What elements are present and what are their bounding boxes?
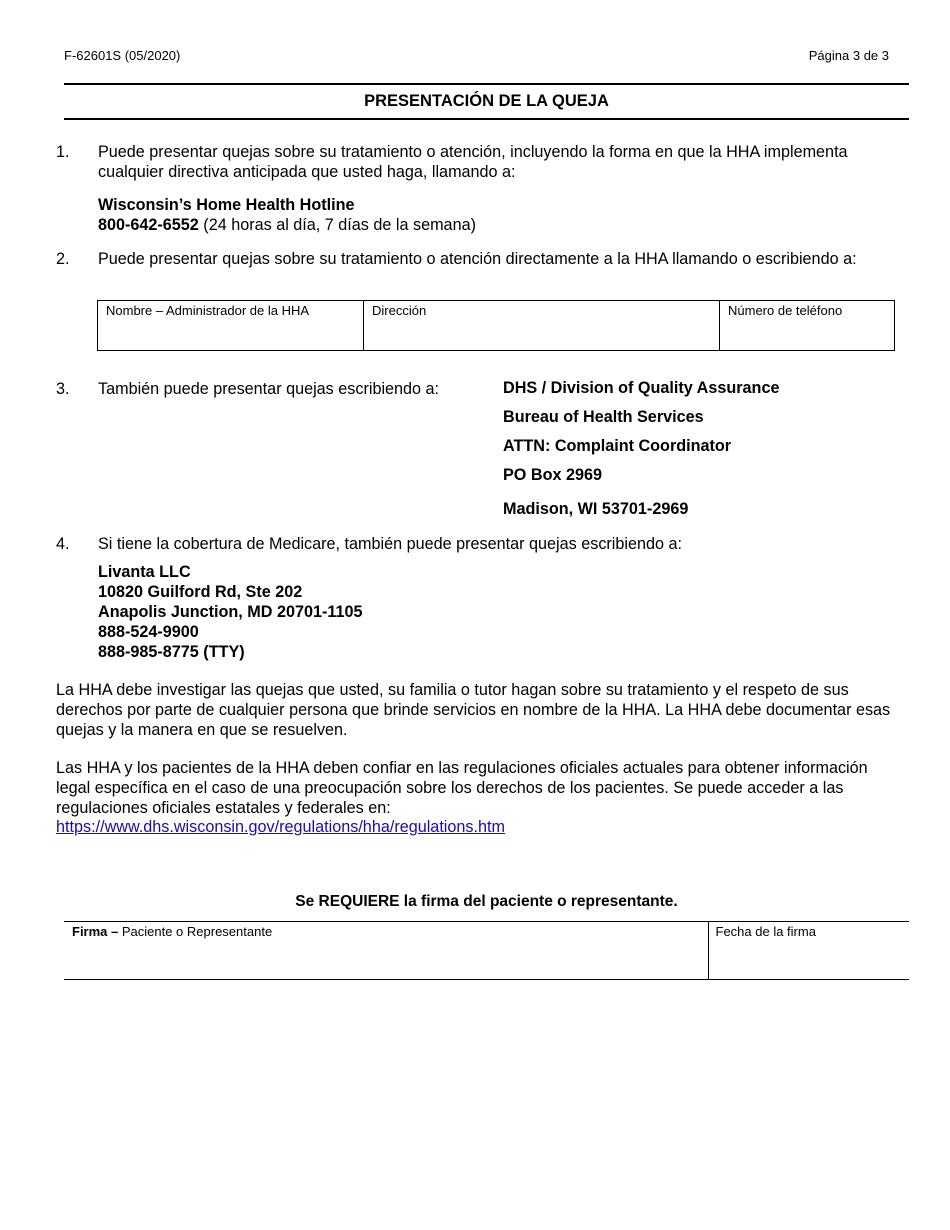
signature-label: Paciente o Representante — [121, 924, 273, 939]
livanta-address-line: 888-524-9900 — [98, 623, 199, 641]
title-top-rule — [64, 83, 909, 85]
page-title: PRESENTACIÓN DE LA QUEJA — [364, 92, 609, 110]
item-4-number: 4. — [56, 535, 70, 553]
dhs-address-line: Madison, WI 53701-2969 — [503, 500, 689, 518]
hha-address-field[interactable] — [364, 301, 720, 351]
signature-date-field[interactable] — [708, 922, 909, 980]
regulations-paragraph: Las HHA y los pacientes de la HHA deben confiar en las regulaciones oficiales actuales para obtener información legal específica en el caso de una preocupación sobre los derechos de los pacientes. Se puede acceder a las regulaciones oficiales estatales y federales en: — [56, 759, 868, 817]
hha-phone-field[interactable] — [720, 301, 895, 351]
hotline-name: Wisconsin’s Home Health Hotline — [98, 196, 355, 214]
item-3-text: También puede presentar quejas escribiendo a: — [98, 380, 440, 398]
signature-table — [64, 921, 909, 980]
dhs-address-line: PO Box 2969 — [503, 466, 602, 484]
livanta-address-line: Livanta LLC — [98, 563, 191, 581]
regulations-link-wrap — [56, 817, 505, 837]
hotline-hours: (24 horas al día, 7 días de la semana) — [198, 216, 476, 234]
dhs-address-line: DHS / Division of Quality Assurance — [503, 379, 780, 397]
hotline-phone: 800-642-6552 — [98, 216, 199, 234]
hha-contact-table — [97, 300, 895, 351]
hha-administrator-label: Nombre – Administrador de la HHA — [106, 303, 310, 318]
hha-address-label: Dirección — [372, 303, 427, 318]
dhs-address-line: Bureau of Health Services — [503, 408, 704, 426]
page-number: Página 3 de 3 — [808, 48, 889, 63]
hotline-contact — [98, 215, 898, 235]
dhs-address-line: ATTN: Complaint Coordinator — [503, 437, 732, 455]
investigate-paragraph: La HHA debe investigar las quejas que usted, su familia o tutor hagan sobre su tratamiento y el respeto de sus derechos por parte de cualquier persona que brinde servicios en nombre de la HHA. La HHA debe documentar esas quejas y la manera en que se resuelven. — [56, 681, 891, 739]
hha-administrator-name-field[interactable] — [98, 301, 364, 351]
livanta-address — [98, 562, 898, 662]
item-2-text: Puede presentar quejas sobre su tratamiento o atención directamente a la HHA llamando o escribiendo a: — [98, 250, 857, 268]
signature-label-bold: Firma – — [72, 924, 122, 939]
title-bottom-rule — [64, 118, 909, 120]
item-1-text: Puede presentar quejas sobre su tratamiento o atención, incluyendo la forma en que la HHA implementa cualquier directiva anticipada que usted haga, llamando a: — [98, 143, 848, 181]
signature-required-note: Se REQUIERE la firma del paciente o representante. — [295, 893, 678, 910]
item-4-text: Si tiene la cobertura de Medicare, también puede presentar quejas escribiendo a: — [98, 535, 683, 553]
regulations-link[interactable]: https://www.dhs.wisconsin.gov/regulations/hha/regulations.htm — [56, 818, 505, 836]
hha-phone-label: Número de teléfono — [728, 303, 843, 318]
livanta-address-line: Anapolis Junction, MD 20701-1105 — [98, 603, 363, 621]
signature-field[interactable] — [64, 922, 708, 980]
item-2-number: 2. — [56, 250, 70, 268]
item-3-number: 3. — [56, 380, 70, 398]
form-id: F-62601S (05/2020) — [64, 48, 181, 63]
item-1-number: 1. — [56, 143, 70, 161]
signature-date-label: Fecha de la firma — [715, 924, 816, 939]
livanta-address-line: 888-985-8775 (TTY) — [98, 643, 245, 661]
livanta-address-line: 10820 Guilford Rd, Ste 202 — [98, 583, 303, 601]
